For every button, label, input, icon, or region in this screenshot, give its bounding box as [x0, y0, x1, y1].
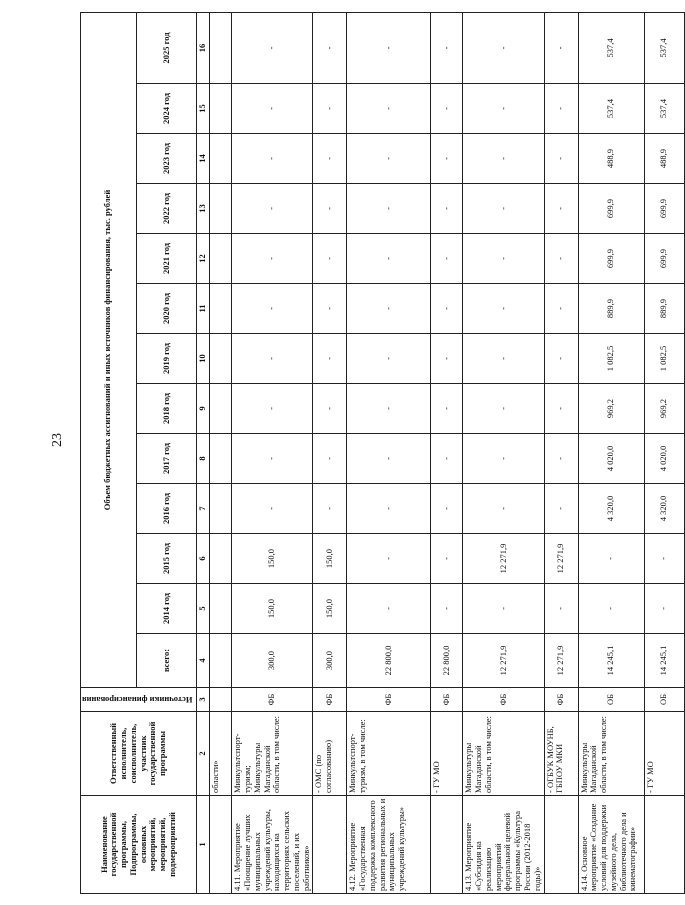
value-cell: -: [463, 84, 544, 134]
value-cell: -: [463, 434, 544, 484]
value-cell: -: [463, 284, 544, 334]
value-cell: -: [347, 534, 431, 584]
measure-name-cell: [644, 796, 684, 894]
header-year: 2014 год: [136, 584, 197, 634]
value-cell: 889,9: [578, 284, 644, 334]
column-number: 2: [197, 712, 210, 796]
table-row: [463, 12, 544, 893]
value-cell: -: [232, 384, 313, 434]
column-number: 1: [197, 796, 210, 894]
value-cell: -: [644, 584, 684, 634]
executor-cell: Минкультуры Магаданской области, в том числе:: [578, 712, 644, 796]
value-cell: -: [347, 334, 431, 384]
value-cell: 969,2: [578, 384, 644, 434]
header-source: [81, 688, 197, 712]
value-cell: -: [313, 434, 347, 484]
executor-cell: Минкультуры Магаданской области, в том числе:: [463, 712, 544, 796]
table-row: [347, 12, 431, 893]
value-cell: 699,9: [578, 234, 644, 284]
header-year: 2021 год: [136, 234, 197, 284]
value-cell: -: [232, 184, 313, 234]
source-cell: ОБ: [644, 688, 684, 712]
value-cell: 12 271,9: [463, 534, 544, 584]
value-cell: 4 020,0: [578, 434, 644, 484]
value-cell: -: [463, 584, 544, 634]
value-cell: -: [232, 234, 313, 284]
value-cell: -: [544, 234, 578, 284]
executor-cell: Минкультспорт-туризм, в том числе:: [347, 712, 431, 796]
value-cell: -: [347, 284, 431, 334]
value-cell: 488,9: [578, 134, 644, 184]
column-number: 9: [197, 384, 210, 434]
value-cell: -: [347, 584, 431, 634]
value-cell: -: [232, 134, 313, 184]
value-cell: 150,0: [313, 534, 347, 584]
value-cell: -: [347, 384, 431, 434]
value-cell: -: [544, 284, 578, 334]
measure-name-cell: [544, 796, 578, 894]
value-cell: 537,4: [644, 84, 684, 134]
value-cell: 488,9: [644, 134, 684, 184]
value-cell: [210, 284, 232, 334]
value-cell: -: [232, 434, 313, 484]
source-cell: ФБ: [313, 688, 347, 712]
value-cell: -: [313, 12, 347, 83]
value-cell: 150,0: [313, 584, 347, 634]
value-cell: 4 020,0: [644, 434, 684, 484]
value-cell: -: [232, 484, 313, 534]
measure-name-cell: 4.11. Мероприятие «Поощрение лучших муниципальных учреждений культуры, находящихся на территориях сельских поселений, и их работников»: [232, 796, 313, 894]
value-cell: 1 082,5: [644, 334, 684, 384]
column-number: 10: [197, 334, 210, 384]
value-cell: -: [313, 334, 347, 384]
measure-name-cell: [313, 796, 347, 894]
measure-name-cell: 4.13. Мероприятие «Субсидия на реализацию мероприятий федеральной целевой программы «Культура России (2012-2018 годы)»: [463, 796, 544, 894]
value-cell: -: [431, 334, 463, 384]
column-number: 4: [197, 634, 210, 688]
table-row: [210, 12, 232, 893]
header-year: 2019 год: [136, 334, 197, 384]
value-cell: 889,9: [644, 284, 684, 334]
source-cell: ФБ: [544, 688, 578, 712]
value-cell: 12 271,9: [544, 534, 578, 584]
value-cell: 537,4: [644, 12, 684, 83]
value-cell: 537,4: [578, 12, 644, 83]
column-number: 14: [197, 134, 210, 184]
value-cell: [210, 334, 232, 384]
value-cell: 699,9: [644, 184, 684, 234]
value-cell: 4 320,0: [644, 484, 684, 534]
value-cell: -: [431, 534, 463, 584]
value-cell: 22 800,0: [431, 634, 463, 688]
value-cell: -: [544, 134, 578, 184]
value-cell: -: [347, 484, 431, 534]
executor-cell: - ГУ МО: [431, 712, 463, 796]
table-body: [210, 12, 684, 893]
column-number: 3: [197, 688, 210, 712]
value-cell: -: [232, 12, 313, 83]
column-number: 7: [197, 484, 210, 534]
value-cell: -: [544, 384, 578, 434]
header-year: 2015 год: [136, 534, 197, 584]
value-cell: -: [544, 334, 578, 384]
funding-table: [80, 12, 685, 894]
header-year: 2017 год: [136, 434, 197, 484]
header-source-label: Источники финансирования: [82, 695, 193, 706]
value-cell: -: [431, 184, 463, 234]
value-cell: [210, 184, 232, 234]
column-number: 12: [197, 234, 210, 284]
value-cell: -: [431, 284, 463, 334]
value-cell: -: [463, 384, 544, 434]
value-cell: -: [463, 184, 544, 234]
value-cell: -: [232, 84, 313, 134]
header-year: 2025 год: [136, 12, 197, 83]
value-cell: 300,0: [232, 634, 313, 688]
executor-cell: области»: [210, 712, 232, 796]
value-cell: -: [463, 12, 544, 83]
value-cell: 150,0: [232, 584, 313, 634]
value-cell: 22 800,0: [347, 634, 431, 688]
column-number: 16: [197, 12, 210, 83]
header-year: 2024 год: [136, 84, 197, 134]
executor-cell: - ГУ МО: [644, 712, 684, 796]
source-cell: [210, 688, 232, 712]
value-cell: [210, 234, 232, 284]
value-cell: -: [578, 534, 644, 584]
value-cell: 12 271,9: [463, 634, 544, 688]
value-cell: -: [463, 134, 544, 184]
value-cell: -: [313, 284, 347, 334]
value-cell: [210, 84, 232, 134]
header-funding-group: Объем бюджетных ассигнований и иных источников финансирования, тыс. рублей: [81, 12, 137, 687]
source-cell: ФБ: [232, 688, 313, 712]
header-name: Наименование государственной программы, Подпрограммы, основных мероприятий, мероприятий, подмероприятий: [81, 796, 197, 894]
value-cell: -: [544, 84, 578, 134]
value-cell: -: [347, 234, 431, 284]
value-cell: 150,0: [232, 534, 313, 584]
column-number: 11: [197, 284, 210, 334]
value-cell: -: [232, 334, 313, 384]
value-cell: -: [544, 484, 578, 534]
value-cell: 4 320,0: [578, 484, 644, 534]
value-cell: -: [313, 484, 347, 534]
value-cell: -: [544, 184, 578, 234]
source-cell: ФБ: [463, 688, 544, 712]
value-cell: -: [578, 584, 644, 634]
header-year: 2016 год: [136, 484, 197, 534]
value-cell: 1 082,5: [578, 334, 644, 384]
column-number: 6: [197, 534, 210, 584]
column-number: 5: [197, 584, 210, 634]
value-cell: [210, 134, 232, 184]
source-cell: ФБ: [431, 688, 463, 712]
value-cell: -: [313, 134, 347, 184]
value-cell: [210, 12, 232, 83]
header-year: 2018 год: [136, 384, 197, 434]
measure-name-cell: 4.12. Мероприятие «Государственная поддержка комплексного развития региональных и муниципальных учреждений культуры»: [347, 796, 431, 894]
value-cell: -: [463, 484, 544, 534]
source-cell: ФБ: [347, 688, 431, 712]
column-number: 15: [197, 84, 210, 134]
value-cell: -: [431, 12, 463, 83]
table-row: [644, 12, 684, 893]
header-year: 2023 год: [136, 134, 197, 184]
value-cell: -: [313, 84, 347, 134]
rotated-table-page: [80, 14, 669, 894]
value-cell: -: [544, 434, 578, 484]
header-executor: Ответственный исполнитель, соисполнитель, участник государственной программы: [81, 712, 197, 796]
column-number: 8: [197, 434, 210, 484]
value-cell: -: [313, 234, 347, 284]
value-cell: -: [313, 184, 347, 234]
value-cell: [210, 434, 232, 484]
measure-name-cell: [210, 796, 232, 894]
value-cell: -: [347, 134, 431, 184]
page-number: 23: [50, 433, 65, 447]
value-cell: -: [431, 434, 463, 484]
value-cell: 699,9: [644, 234, 684, 284]
column-number-row: [197, 12, 210, 893]
value-cell: -: [347, 434, 431, 484]
value-cell: 14 245,1: [644, 634, 684, 688]
header-year: 2022 год: [136, 184, 197, 234]
value-cell: -: [544, 584, 578, 634]
value-cell: 14 245,1: [578, 634, 644, 688]
value-cell: -: [347, 84, 431, 134]
measure-name-cell: 4.14. Основное мероприятие «Создание условий для поддержки музейного дела, библиотечного дела и кинематографии»: [578, 796, 644, 894]
value-cell: -: [544, 12, 578, 83]
value-cell: -: [431, 134, 463, 184]
value-cell: -: [463, 334, 544, 384]
value-cell: [210, 484, 232, 534]
value-cell: [210, 384, 232, 434]
measure-name-cell: [431, 796, 463, 894]
value-cell: -: [431, 384, 463, 434]
table-row: [431, 12, 463, 893]
executor-cell: - ОМС (по согласованию): [313, 712, 347, 796]
value-cell: -: [313, 384, 347, 434]
value-cell: -: [644, 534, 684, 584]
value-cell: -: [347, 12, 431, 83]
value-cell: -: [347, 184, 431, 234]
value-cell: -: [463, 234, 544, 284]
value-cell: 537,4: [578, 84, 644, 134]
value-cell: [210, 584, 232, 634]
table-row: [544, 12, 578, 893]
value-cell: [210, 634, 232, 688]
value-cell: 969,2: [644, 384, 684, 434]
column-number: 13: [197, 184, 210, 234]
executor-cell: Минкультспорт-туризм; Минкультуры Магаданской области, в том числе:: [232, 712, 313, 796]
value-cell: -: [431, 584, 463, 634]
value-cell: 12 271,9: [544, 634, 578, 688]
value-cell: 699,9: [578, 184, 644, 234]
value-cell: -: [431, 234, 463, 284]
value-cell: -: [232, 284, 313, 334]
value-cell: -: [431, 484, 463, 534]
value-cell: -: [431, 84, 463, 134]
value-cell: [210, 534, 232, 584]
value-cell: 300,0: [313, 634, 347, 688]
table-row: [578, 12, 644, 893]
header-total: всего:: [136, 634, 197, 688]
executor-cell: - ОГБУК МОУНБ, ГБПОУ МКИ: [544, 712, 578, 796]
source-cell: ОБ: [578, 688, 644, 712]
table-row: [313, 12, 347, 893]
table-row: [232, 12, 313, 893]
header-year: 2020 год: [136, 284, 197, 334]
